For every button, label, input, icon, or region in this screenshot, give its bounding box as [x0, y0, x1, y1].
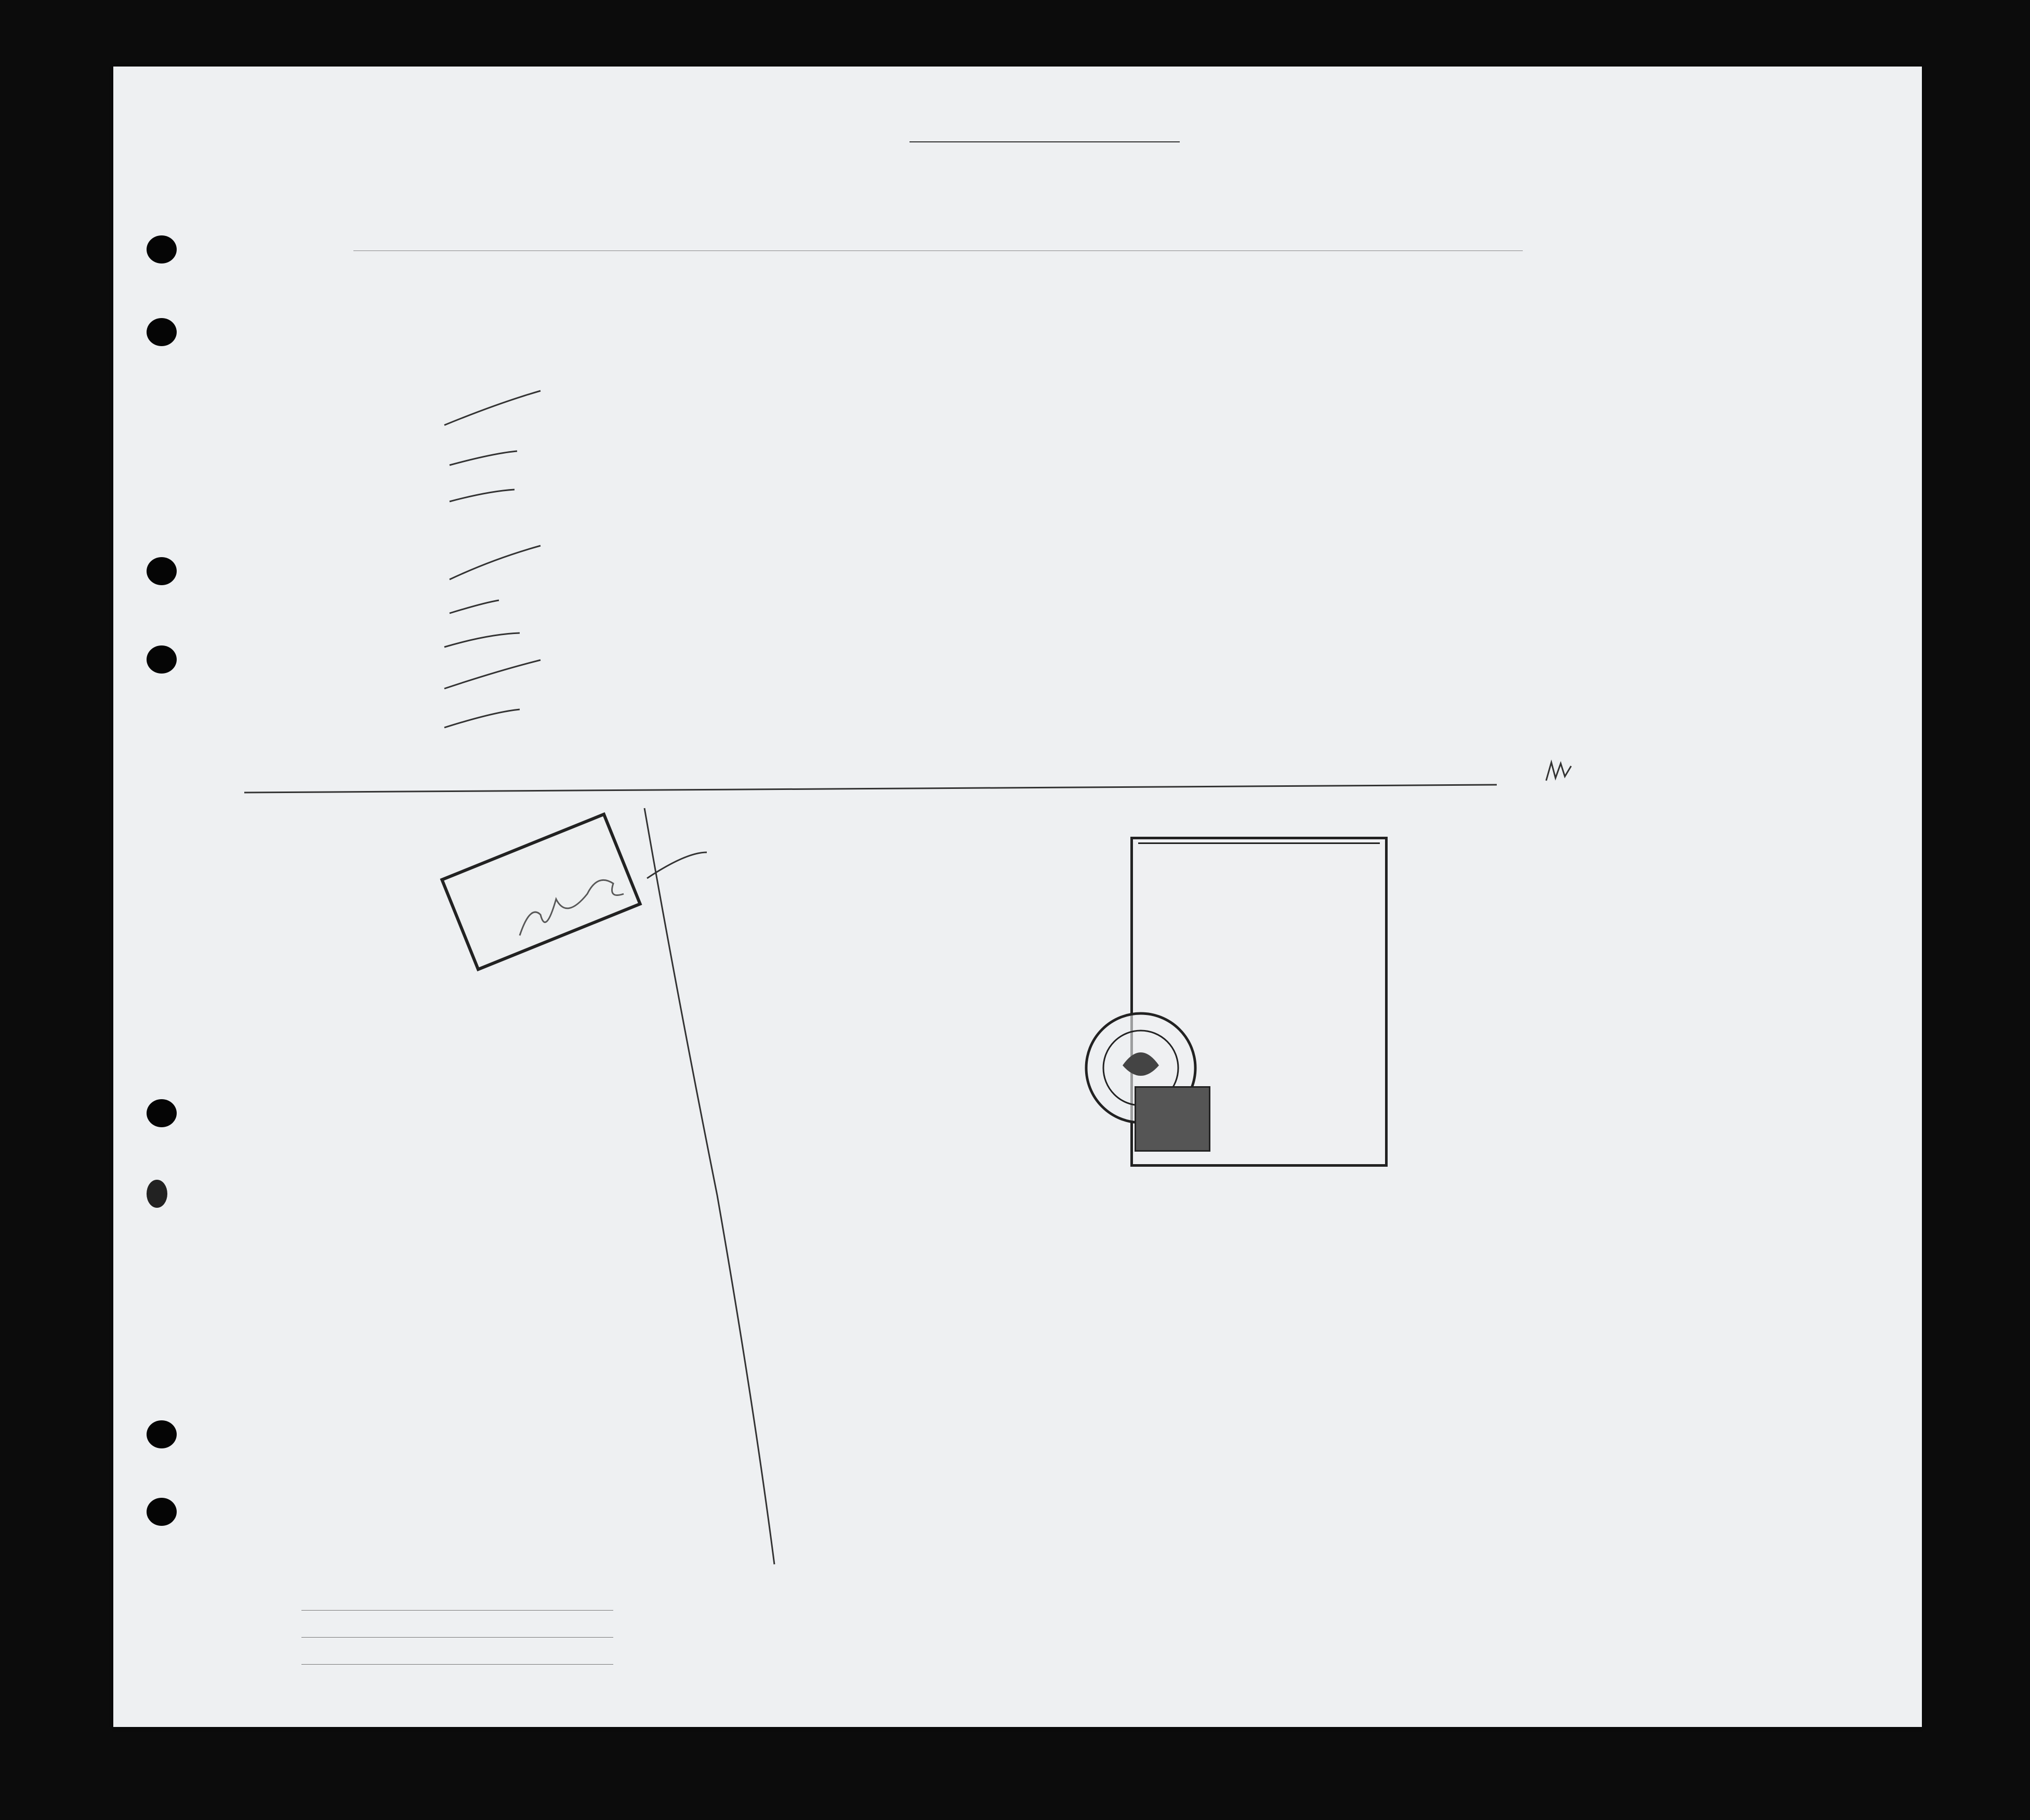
check-mark	[450, 451, 517, 465]
check-mark	[444, 633, 520, 647]
crossing-line	[244, 785, 1497, 793]
initials-mark	[1546, 762, 1571, 781]
check-mark	[450, 600, 499, 613]
check-mark	[450, 546, 541, 579]
revenue-stamp	[1135, 1086, 1210, 1152]
check-mark	[444, 391, 541, 425]
line-rule	[301, 1610, 613, 1611]
check-mark	[450, 490, 515, 502]
pen-line	[644, 808, 774, 1564]
check-mark	[444, 709, 520, 728]
local-agents-rule	[301, 1664, 613, 1665]
check-mark	[444, 660, 541, 689]
visa-type	[1138, 842, 1380, 844]
owners-rule	[301, 1637, 613, 1638]
